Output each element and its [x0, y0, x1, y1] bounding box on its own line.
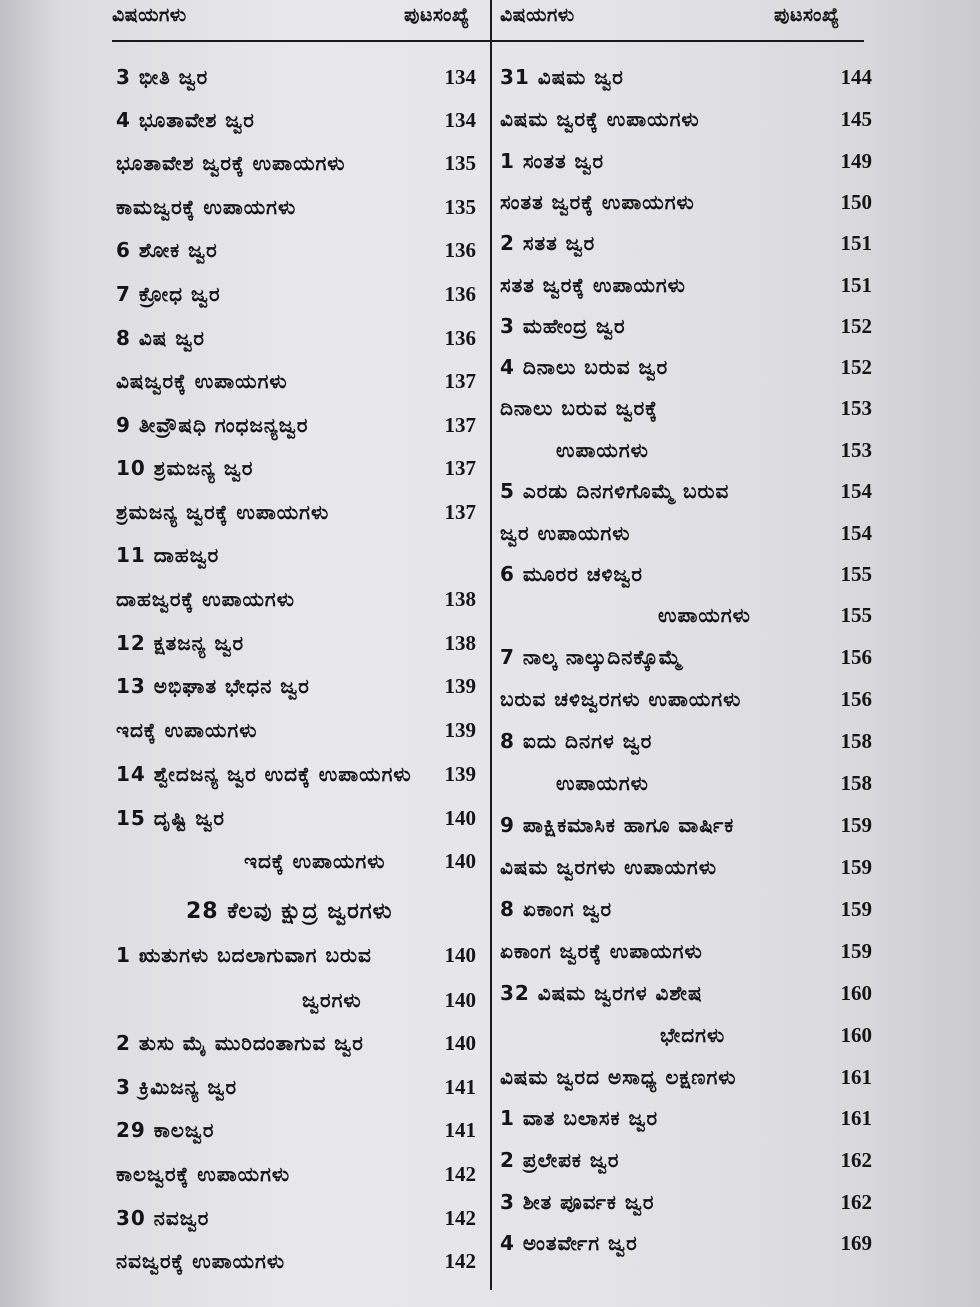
- toc-entry-title: 15 ದೃಷ್ಟಿ ಜ್ವರ: [116, 806, 225, 830]
- toc-entry-page-number: 158: [840, 771, 872, 795]
- toc-entry: [500, 102, 872, 142]
- toc-entry-page-number: 134: [444, 108, 476, 132]
- toc-entry-page-number: 145: [840, 107, 872, 131]
- toc-entry-page-number: 154: [840, 521, 872, 545]
- toc-entry-page-number: 159: [840, 813, 872, 837]
- toc-entry-page-number: 155: [840, 603, 872, 627]
- toc-entry-page-number: 158: [840, 729, 872, 753]
- toc-entry: [116, 1026, 476, 1066]
- toc-entry-page-number: 136: [444, 238, 476, 262]
- toc-entry-title: 2 ತುಸು ಮೈ ಮುರಿದಂತಾಗುವ ಜ್ವರ: [116, 1031, 364, 1055]
- toc-entry-page-number: 152: [840, 355, 872, 379]
- toc-entry-page-number: 141: [444, 1118, 476, 1142]
- toc-entry-page-number: 159: [840, 855, 872, 879]
- toc-entry: [116, 451, 476, 491]
- toc-entry-page-number: 162: [840, 1190, 872, 1214]
- toc-entry-page-number: 162: [840, 1148, 872, 1172]
- toc-entry: [500, 1101, 872, 1141]
- toc-entry: [116, 582, 476, 622]
- toc-entry-page-number: 152: [840, 314, 872, 338]
- toc-entry-page-number: 138: [444, 631, 476, 655]
- toc-entry-page-number: 140: [444, 943, 476, 967]
- toc-entry-page-number: 156: [840, 687, 872, 711]
- toc-entry-page-number: 155: [840, 562, 872, 586]
- toc-entry: [116, 757, 476, 797]
- toc-entry-title: 4 ಅಂತರ್ವೇಗ ಜ್ವರ: [500, 1231, 638, 1255]
- toc-entry: [116, 844, 476, 884]
- toc-entry-title: 8 ಐದು ದಿನಗಳ ಜ್ವರ: [500, 729, 653, 753]
- toc-entry: [500, 976, 872, 1016]
- toc-entry: [500, 350, 872, 390]
- toc-entry-page-number: 140: [444, 806, 476, 830]
- toc-entry: [116, 277, 476, 317]
- toc-entry: [116, 801, 476, 841]
- toc-entry-title: ಏಕಾಂಗ ಜ್ವರಕ್ಕೆ ಉಪಾಯಗಳು: [500, 939, 703, 963]
- toc-entry: [500, 934, 872, 974]
- header-divider: [112, 40, 864, 42]
- toc-entry: [500, 640, 872, 680]
- toc-entry-page-number: 140: [444, 988, 476, 1012]
- toc-entry-title: ದಿನಾಲು ಬರುವ ಜ್ವರಕ್ಕೆ: [500, 396, 658, 420]
- toc-entry-title: 8 ಏಕಾಂಗ ಜ್ವರ: [500, 897, 613, 921]
- right-column-header-title: ವಿಷಯಗಳು: [500, 4, 575, 26]
- toc-entry-title: 3 ಮಹೇಂದ್ರ ಜ್ವರ: [500, 314, 626, 338]
- toc-entry-title: ಭೇದಗಳು: [660, 1023, 726, 1047]
- toc-entry: [500, 185, 872, 225]
- toc-entry-page-number: 137: [444, 369, 476, 393]
- toc-entry-title: ಭೂತಾವೇಶ ಜ್ವರಕ್ಕೆ ಉಪಾಯಗಳು: [116, 151, 346, 175]
- toc-entry-page-number: 139: [444, 674, 476, 698]
- toc-entry-page-number: 136: [444, 326, 476, 350]
- toc-entry-title: ಉಪಾಯಗಳು: [658, 603, 751, 627]
- toc-entry: [116, 1244, 476, 1284]
- toc-entry-title: ಸಂತತ ಜ್ವರಕ್ಕೆ ಉಪಾಯಗಳು: [500, 190, 695, 214]
- toc-entry: [116, 669, 476, 709]
- toc-entry-page-number: 150: [840, 190, 872, 214]
- toc-entry-page-number: 142: [444, 1249, 476, 1273]
- toc-entry-title: 4 ದಿನಾಲು ಬರುವ ಜ್ವರ: [500, 355, 669, 379]
- toc-entry-title: ಉಪಾಯಗಳು: [556, 438, 649, 462]
- toc-entry-page-number: 140: [444, 849, 476, 873]
- toc-entry: [116, 190, 476, 230]
- toc-entry-title: 29 ಕಾಲಜ್ವರ: [116, 1118, 215, 1142]
- toc-entry-title: 13 ಅಭಿಘಾತ ಭೇಧನ ಜ್ವರ: [116, 674, 310, 698]
- toc-entry-title: ಕಾಮಜ್ವರಕ್ಕೆ ಉಪಾಯಗಳು: [116, 195, 297, 219]
- toc-entry-page-number: 142: [444, 1162, 476, 1186]
- toc-entry-title: 4 ಭೂತಾವೇಶ ಜ್ವರ: [116, 108, 255, 132]
- toc-entry: [116, 60, 476, 100]
- toc-entry: [500, 1143, 872, 1183]
- toc-entry-title: ಜ್ವರ ಉಪಾಯಗಳು: [500, 521, 631, 545]
- column-divider: [490, 0, 492, 1290]
- toc-entry: [500, 226, 872, 266]
- toc-entry-page-number: 136: [444, 282, 476, 306]
- toc-entry-title: ಜ್ವರಗಳು: [302, 988, 362, 1012]
- toc-entry-title: 28 ಕೆಲವು ಕ್ಷುದ್ರ ಜ್ವರಗಳು: [186, 899, 393, 924]
- toc-entry-page-number: 138: [444, 587, 476, 611]
- right-column-header-page: ಪುಟಸಂಖ್ಯೆ: [774, 4, 840, 26]
- toc-entry-title: 1 ವಾತ ಬಲಾಸಕ ಜ್ವರ: [500, 1106, 659, 1130]
- toc-entry-page-number: 135: [444, 195, 476, 219]
- toc-entry-page-number: 142: [444, 1206, 476, 1230]
- toc-entry: [500, 309, 872, 349]
- toc-entry: [500, 557, 872, 597]
- toc-entry: [500, 1018, 872, 1058]
- left-column-header-title: ವಿಷಯಗಳು: [112, 4, 187, 26]
- toc-entry: [500, 724, 872, 764]
- toc-entry: [500, 892, 872, 932]
- toc-entry-title: ಶ್ರಮಜನ್ಯ ಜ್ವರಕ್ಕೆ ಉಪಾಯಗಳು: [116, 500, 330, 524]
- toc-entry: [116, 364, 476, 404]
- toc-entry: [116, 233, 476, 273]
- toc-entry: [116, 408, 476, 448]
- toc-entry-page-number: 134: [444, 65, 476, 89]
- toc-entry-title: 14 ಶ್ವೇದಜನ್ಯ ಜ್ವರ ಉದಕ್ಕೆ ಉಪಾಯಗಳು: [116, 762, 412, 786]
- toc-entry-title: 1 ಸಂತತ ಜ್ವರ: [500, 149, 605, 173]
- toc-entry-title: ಕಾಲಜ್ವರಕ್ಕೆ ಉಪಾಯಗಳು: [116, 1162, 291, 1186]
- toc-entry-page-number: 149: [840, 149, 872, 173]
- toc-entry: [116, 1157, 476, 1197]
- toc-entry-page-number: 141: [444, 1075, 476, 1099]
- toc-entry: [500, 268, 872, 308]
- toc-entry-title: 6 ಮೂರರ ಚಳಿಜ್ವರ: [500, 562, 643, 586]
- toc-entry-title: 30 ನವಜ್ವರ: [116, 1206, 210, 1230]
- toc-entry: [116, 895, 476, 935]
- left-column-header-page: ಪುಟಸಂಖ್ಯೆ: [404, 4, 470, 26]
- toc-entry-title: 7 ಕ್ರೋಧ ಜ್ವರ: [116, 282, 221, 306]
- toc-entry-page-number: 153: [840, 438, 872, 462]
- toc-entry: [116, 1201, 476, 1241]
- toc-entry-title: ದಾಹಜ್ವರಕ್ಕೆ ಉಪಾಯಗಳು: [116, 587, 295, 611]
- toc-entry-title: ಇದಕ್ಕೆ ಉಪಾಯಗಳು: [116, 718, 258, 742]
- toc-entry-title: ವಿಷಮ ಜ್ವರಗಳು ಉಪಾಯಗಳು: [500, 855, 717, 879]
- toc-entry-title: 6 ಶೋಕ ಜ್ವರ: [116, 238, 218, 262]
- toc-entry-title: 10 ಶ್ರಮಜನ್ಯ ಜ್ವರ: [116, 456, 254, 480]
- toc-entry-title: 7 ನಾಲ್ಕ ನಾಲ್ಕುದಿನಕ್ಕೊಮ್ಮೆ: [500, 645, 683, 669]
- toc-entry: [500, 60, 872, 100]
- toc-entry-title: 11 ದಾಹಜ್ವರ: [116, 543, 220, 567]
- toc-entry: [116, 1113, 476, 1153]
- toc-entry-page-number: 159: [840, 897, 872, 921]
- toc-entry: [500, 682, 872, 722]
- toc-entry-page-number: 169: [840, 1231, 872, 1255]
- toc-entry: [116, 146, 476, 186]
- toc-entry-title: ಸತತ ಜ್ವರಕ್ಕೆ ಉಪಾಯಗಳು: [500, 273, 686, 297]
- toc-entry: [116, 626, 476, 666]
- toc-entry-page-number: 161: [840, 1106, 872, 1130]
- toc-entry-title: 8 ವಿಷ ಜ್ವರ: [116, 326, 205, 350]
- toc-entry-page-number: 139: [444, 762, 476, 786]
- toc-entry: [500, 766, 872, 806]
- toc-entry-page-number: 137: [444, 413, 476, 437]
- toc-entry: [500, 598, 872, 638]
- toc-entry: [500, 1226, 872, 1266]
- toc-entry-title: 3 ಕ್ರಿಮಿಜನ್ಯ ಜ್ವರ: [116, 1075, 238, 1099]
- toc-entry-title: 31 ವಿಷಮ ಜ್ವರ: [500, 65, 624, 89]
- toc-entry-title: 1 ಋತುಗಳು ಬದಲಾಗುವಾಗ ಬರುವ: [116, 943, 372, 967]
- toc-entry: [500, 433, 872, 473]
- toc-entry-page-number: 137: [444, 456, 476, 480]
- toc-entry-page-number: 161: [840, 1065, 872, 1089]
- toc-entry-title: ವಿಷಮ ಜ್ವರಕ್ಕೆ ಉಪಾಯಗಳು: [500, 107, 700, 131]
- toc-entry: [500, 808, 872, 848]
- toc-entry-title: 9 ಪಾಕ್ಷಿಕಮಾಸಿಕ ಹಾಗೂ ವಾರ್ಷಿಕ: [500, 813, 735, 837]
- toc-entry-page-number: 144: [840, 65, 872, 89]
- toc-entry: [116, 938, 476, 978]
- toc-entry: [116, 983, 476, 1023]
- toc-entry: [116, 713, 476, 753]
- toc-entry: [500, 516, 872, 556]
- toc-entry: [500, 850, 872, 890]
- toc-entry: [500, 391, 872, 431]
- toc-entry: [500, 144, 872, 184]
- toc-entry-page-number: 135: [444, 151, 476, 175]
- toc-entry-page-number: 156: [840, 645, 872, 669]
- toc-entry: [500, 1185, 872, 1225]
- toc-entry-page-number: 139: [444, 718, 476, 742]
- toc-entry-title: ವಿಷಮ ಜ್ವರದ ಅಸಾಧ್ಯ ಲಕ್ಷಣಗಳು: [500, 1065, 737, 1089]
- toc-entry: [116, 321, 476, 361]
- toc-entry-title: ಬರುವ ಚಳಿಜ್ವರಗಳು ಉಪಾಯಗಳು: [500, 687, 742, 711]
- toc-entry-page-number: 160: [840, 1023, 872, 1047]
- toc-entry: [500, 474, 872, 514]
- toc-entry-title: 2 ಸತತ ಜ್ವರ: [500, 231, 596, 255]
- toc-entry-page-number: 137: [444, 500, 476, 524]
- toc-entry-title: ಇದಕ್ಕೆ ಉಪಾಯಗಳು: [244, 849, 386, 873]
- toc-entry-title: 12 ಕ್ಷತಜನ್ಯ ಜ್ವರ: [116, 631, 245, 655]
- toc-entry-title: ಉಪಾಯಗಳು: [556, 771, 649, 795]
- toc-entry: [116, 538, 476, 578]
- toc-entry-title: 2 ಪ್ರಲೇಪಕ ಜ್ವರ: [500, 1148, 620, 1172]
- toc-entry: [116, 103, 476, 143]
- toc-entry-page-number: 153: [840, 396, 872, 420]
- toc-entry-page-number: 160: [840, 981, 872, 1005]
- toc-entry-page-number: 151: [840, 231, 872, 255]
- toc-entry-page-number: 151: [840, 273, 872, 297]
- toc-entry-page-number: 154: [840, 479, 872, 503]
- toc-entry-title: 3 ಶೀತ ಪೂರ್ವಕ ಜ್ವರ: [500, 1190, 655, 1214]
- toc-entry: [500, 1060, 872, 1100]
- toc-entry-title: 32 ವಿಷಮ ಜ್ವರಗಳ ವಿಶೇಷ: [500, 981, 703, 1005]
- toc-entry-title: ನವಜ್ವರಕ್ಕೆ ಉಪಾಯಗಳು: [116, 1249, 286, 1273]
- toc-entry-title: 5 ಎರಡು ದಿನಗಳಿಗೊಮ್ಮೆ ಬರುವ: [500, 479, 730, 503]
- toc-entry-title: ವಿಷಜ್ವರಕ್ಕೆ ಉಪಾಯಗಳು: [116, 369, 288, 393]
- toc-entry-page-number: 140: [444, 1031, 476, 1055]
- toc-entry: [116, 1070, 476, 1110]
- toc-entry-title: 9 ತೀವ್ರೌಷಧಿ ಗಂಧಜನ್ಯಜ್ವರ: [116, 413, 309, 437]
- toc-entry: [116, 495, 476, 535]
- toc-entry-title: 3 ಭೀತಿ ಜ್ವರ: [116, 65, 209, 89]
- toc-entry-page-number: 159: [840, 939, 872, 963]
